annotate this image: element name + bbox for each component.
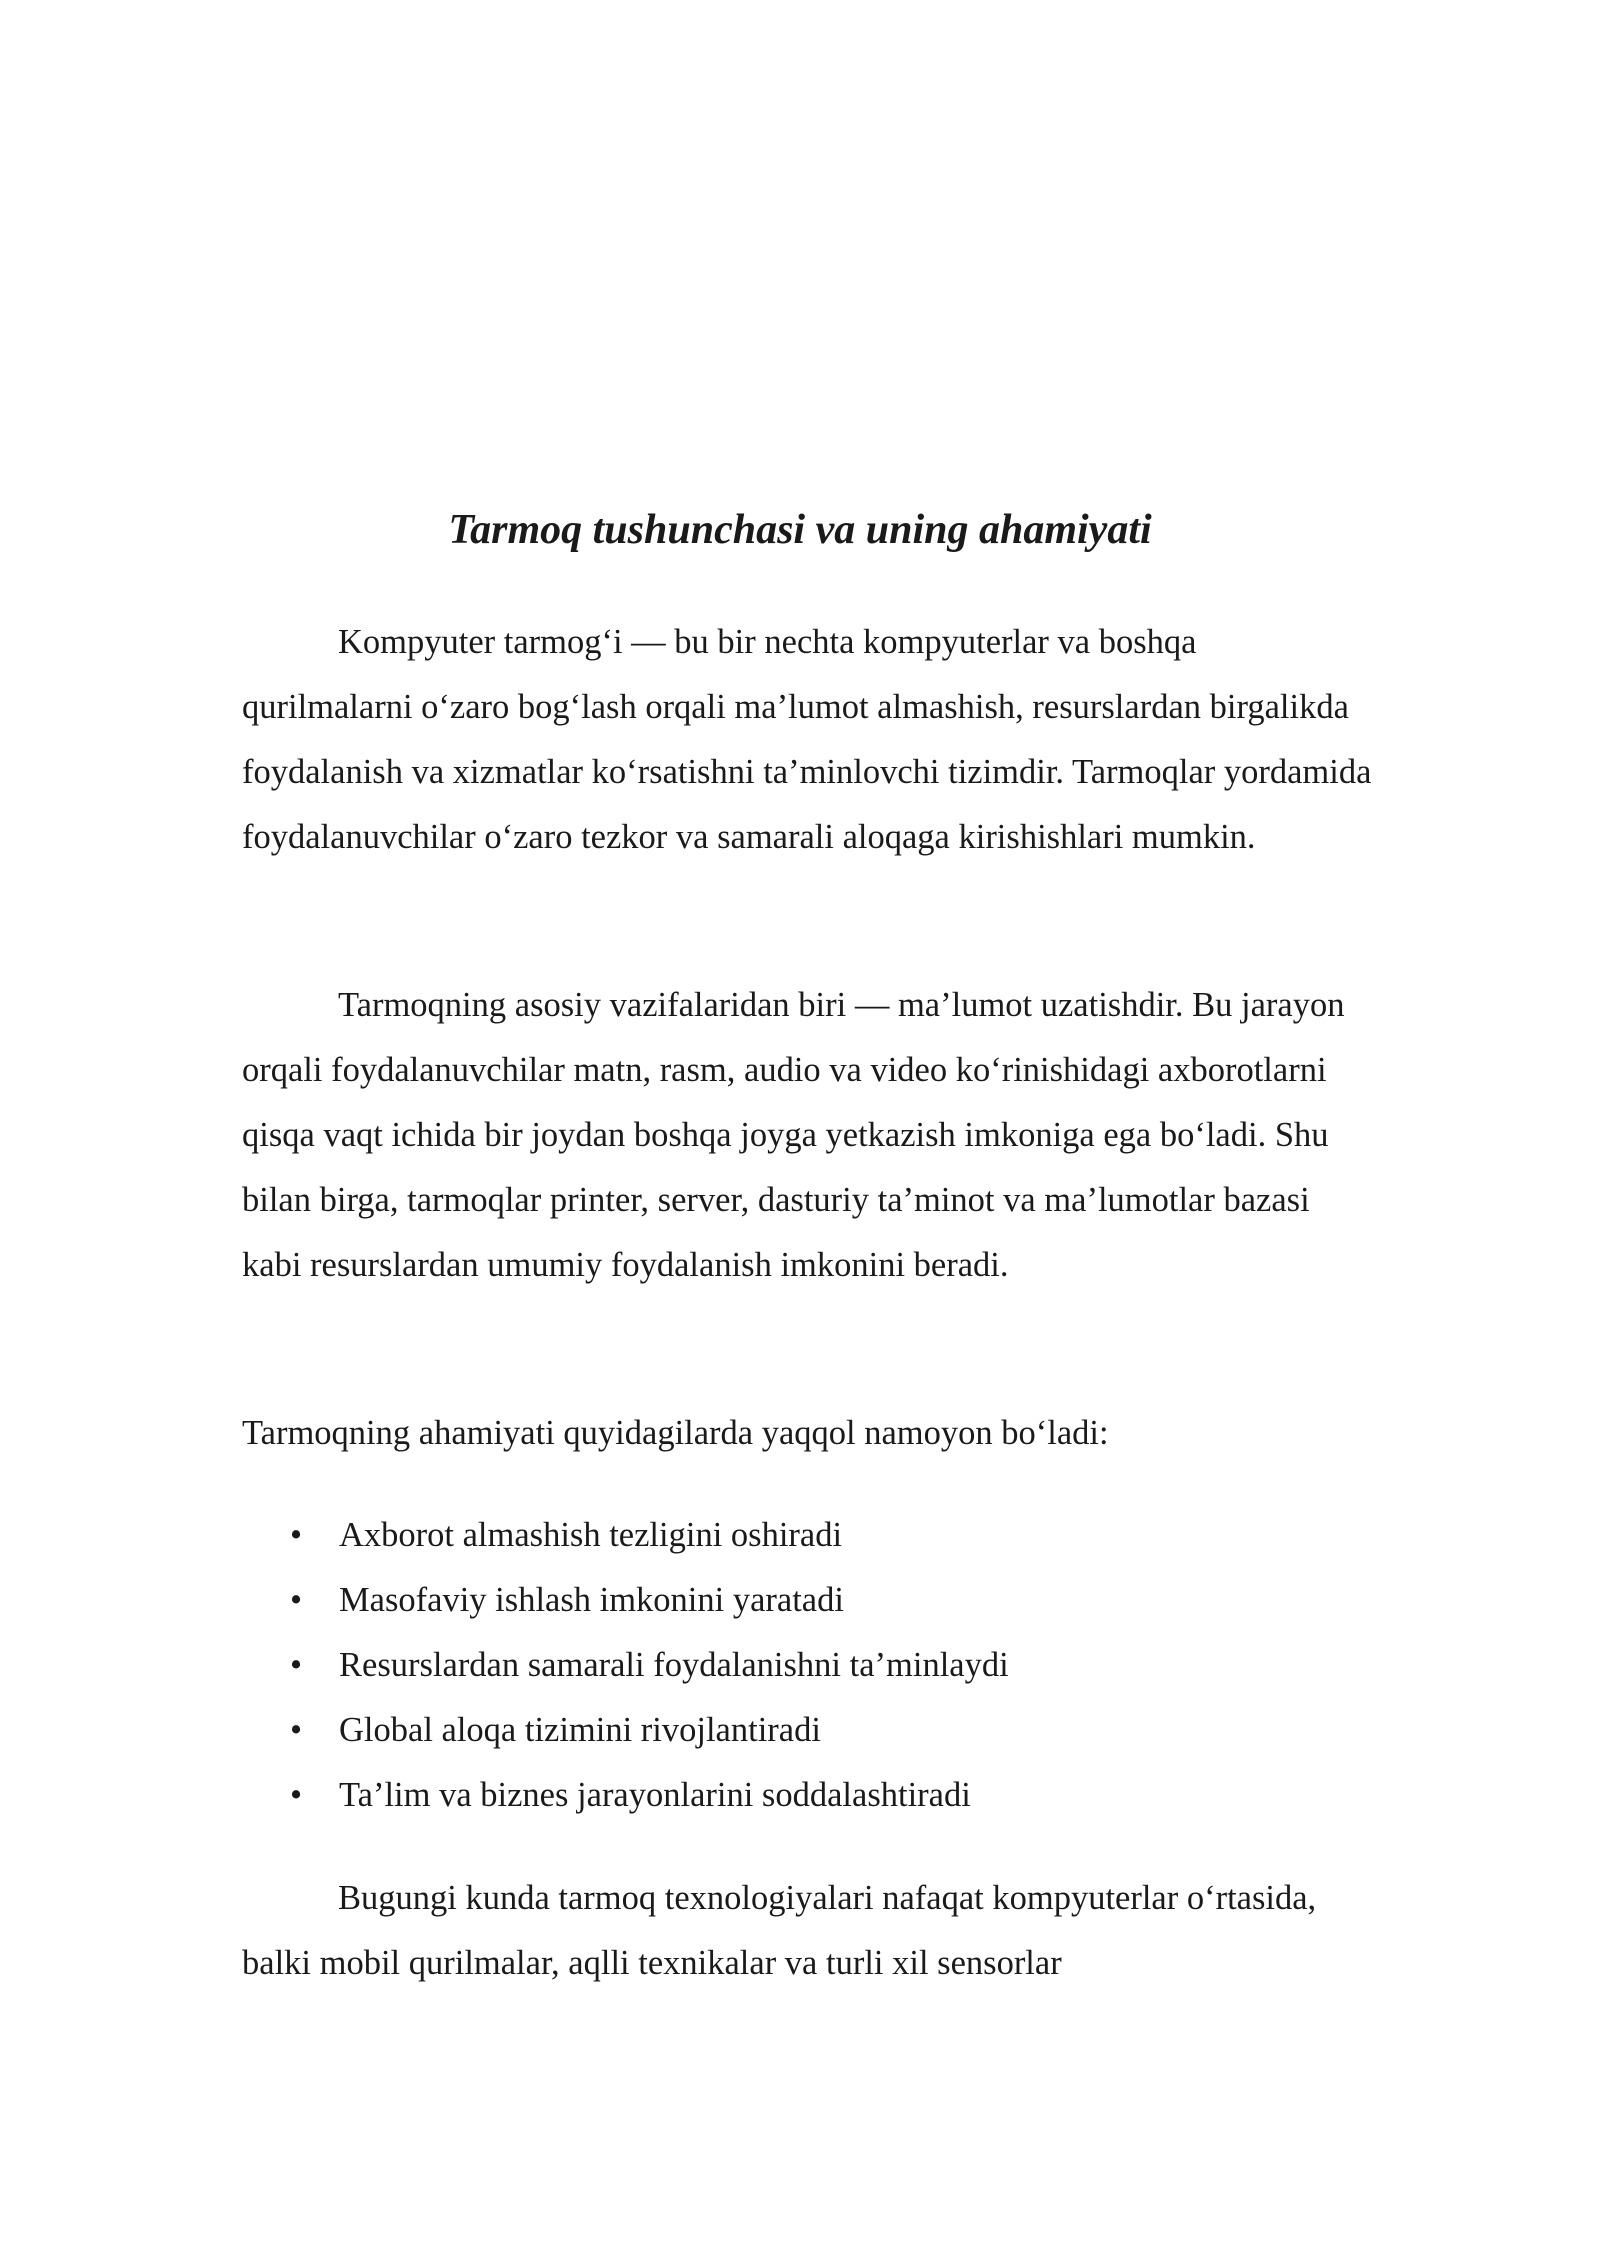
document-title: Tarmoq tushunchasi va uning ahamiyati: [448, 507, 1152, 553]
bullet-icon: •: [290, 1581, 303, 1619]
paragraph-definition: Kompyuter tarmog‘i — bu bir nechta kompyuterlar va boshqa qurilmalarni o‘zaro bog‘lash orqali ma’lumot almashish, resurslardan birgalikda foydalanish va xizmatlar ko‘rsatishni ta’minlovchi tizimdir. Tarmoqlar yordamida foydalanuvchilar o‘zaro tezkor va samarali aloqaga kirishishlari mumkin.: [242, 623, 1372, 856]
list-item: [242, 1633, 1372, 1698]
list-item-text: Global aloqa tizimini rivojlantiradi: [339, 1711, 821, 1749]
list-item: [242, 1503, 1372, 1568]
list-item: [242, 1698, 1372, 1763]
list-item-text: Ta’lim va biznes jarayonlarini soddalashtiradi: [339, 1776, 971, 1814]
bullet-icon: •: [290, 1711, 303, 1749]
bullet-icon: •: [290, 1516, 303, 1554]
list-intro: Tarmoqning ahamiyati quyidagilarda yaqqol namoyon bo‘ladi:: [242, 1414, 1109, 1452]
list-item-text: Resurslardan samarali foydalanishni ta’minlaydi: [339, 1646, 1009, 1684]
bullet-icon: •: [290, 1776, 303, 1814]
importance-list: [242, 1503, 1372, 1828]
list-item: [242, 1763, 1372, 1828]
list-item: [242, 1568, 1372, 1633]
paragraph-functions: Tarmoqning asosiy vazifalaridan biri — ma’lumot uzatishdir. Bu jarayon orqali foydalanuvchilar matn, rasm, audio va video ko‘rinishidagi axborotlarni qisqa vaqt ichida bir joydan boshqa joyga yetkazish imkoniga ega bo‘ladi. Shu bilan birga, tarmoqlar printer, server, dasturiy ta’minot va ma’lumotlar bazasi kabi resurslardan umumiy foydalanish imkonini beradi.: [242, 986, 1345, 1284]
bullet-icon: •: [290, 1646, 303, 1684]
list-item-text: Masofaviy ishlash imkonini yaratadi: [339, 1581, 844, 1619]
list-item-text: Axborot almashish tezligini oshiradi: [339, 1516, 843, 1554]
paragraph-today: Bugungi kunda tarmoq texnologiyalari nafaqat kompyuterlar o‘rtasida, balki mobil qurilmalar, aqlli texnikalar va turli xil sensorlar: [242, 1879, 1317, 1982]
